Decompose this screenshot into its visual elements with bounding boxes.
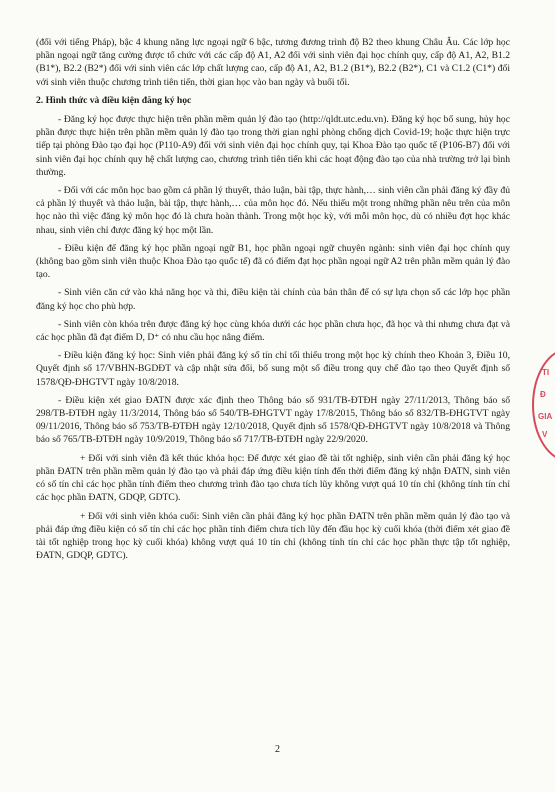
stamp-text-1: TI: [542, 368, 550, 377]
paragraph-final-year-students: + Đối với sinh viên khóa cuối: Sinh viên cần phải đăng ký học phần ĐATN trên phần mềm quản lý đào tạo và phải đáp ứng điều kiện có số tín chỉ các học phần tính điểm chưa tích lũy đến đầu học kỳ cuối khóa (thời điểm xét giao đề tài tốt nghiệp trong học kỳ cuối khóa) không vượt quá 10 tín chỉ (không tính tín chỉ các học phần thực tập tốt nghiệp, ĐATN, GDQP, GDTC).: [36, 510, 510, 562]
paragraph-continuation: (đối với tiếng Pháp), bậc 4 khung năng lực ngoại ngữ 6 bậc, tương đương trình độ B2 theo khung Châu Âu. Các lớp học phần ngoại ngữ tăng cường được tổ chức với các cấp độ A1, A2 đối với sinh viên đại học chính quy, cấp độ A1, A2, B1.2 (B1*), B2.2 (B2*) đối với sinh viên các lớp chất lượng cao, cấp độ A1, A2, B1.2 (B1*), B2.2 (B2*), C1 và C1.2 (C1*) đối với sinh viên thuộc chương trình tiên tiến, thời gian học vào ban ngày và buổi tối.: [36, 37, 510, 88]
section-heading: 2. Hình thức và điều kiện đăng ký học: [36, 94, 192, 106]
document-body: [36, 36, 510, 567]
paragraph-upper-cohort: - Sinh viên còn khóa trên được đăng ký học cùng khóa dưới các học phần chưa học, đã học và thi nhưng chưa đạt và các học phần đã đạt điểm D, D⁺ có nhu cầu học nâng điểm.: [36, 318, 510, 344]
paragraph-subject-components: - Đối với các môn học bao gồm cả phần lý thuyết, thảo luận, bài tập, thực hành,… sinh viên cần phải đăng ký đầy đủ cả phần lý thuyết và thảo luận, bài tập, thực hành,… của môn học đó. Nếu thiếu một trong những phần nêu trên của môn học nào thì việc đăng ký môn học đó là chưa hoàn thành. Trong một học kỳ, với mỗi môn học, dù có nhiều đợt học khác nhau, sinh viên chỉ được đăng ký học một lần.: [36, 185, 510, 236]
paragraph-registration-conditions: - Điều kiện đăng ký học: Sinh viên phải đăng ký số tín chỉ tối thiểu trong một học kỳ chính theo Khoản 3, Điều 10, Quyết định số 17/VBHN-BGDĐT và cập nhật sửa đổi, bổ sung một số điều trong quy chế đào tạo theo Quyết định số 1578/QĐ-ĐHGTVT ngày 10/8/2018.: [36, 350, 510, 388]
paragraph-financial: - Sinh viên căn cứ vào khả năng học và thi, điều kiện tài chính của bản thân để có sự lựa chọn số các lớp học phần đăng ký học cho phù hợp.: [36, 287, 510, 312]
stamp-text-4: V: [542, 430, 548, 439]
red-stamp: [532, 348, 555, 462]
stamp-text-2: Đ: [540, 390, 546, 399]
stamp-text-3: GIA: [538, 412, 553, 421]
page-number: 2: [275, 744, 280, 755]
paragraph-finished-students: + Đối với sinh viên đã kết thúc khóa học: Để được xét giao đề tài tốt nghiệp, sinh viên cần phải đăng ký học phần ĐATN trên phần mềm quản lý đào tạo và phải đáp ứng điều kiện tính đến thời điểm đăng ký nhận ĐATN, sinh viên có số tín chỉ các học phần tính điểm theo chương trình đào tạo chưa tích lũy không vượt quá 10 tín chỉ (không tính tín chỉ các học phần ĐATN, GDQP, GDTC).: [36, 452, 510, 504]
paragraph-registration: - Đăng ký học được thực hiện trên phần mềm quản lý đào tạo (http://qldt.utc.edu.vn). Đăng ký học bổ sung, hủy học phần được thực hiện trên phần mềm quản lý đào tạo trong thời gian nghỉ phòng chống dịch Covid-19; hoặc thực hiện trực tiếp tại phòng Đào tạo đại học (P110-A9) đối với sinh viên đại học chính quy, tại Khoa Đào tạo quốc tế (P106-B7) đối với sinh viên đại học chính quy hệ chất lượng cao, chương trình tiên tiến khi các hoạt động đào tạo của nhà trường trở lại bình thường.: [36, 114, 510, 178]
paragraph-foreign-language: - Điều kiện để đăng ký học phần ngoại ngữ B1, học phần ngoại ngữ chuyên ngành: sinh viên đại học chính quy (không bao gồm sinh viên thuộc Khoa Đào tạo quốc tế) đã có điểm đạt học phần ngoại ngữ A2 trên phần mềm quản lý đào tạo.: [36, 242, 510, 281]
paragraph-thesis-conditions: - Điều kiện xét giao ĐATN được xác định theo Thông báo số 931/TB-ĐTĐH ngày 27/11/2013, Thông báo số 298/TB-ĐTĐH ngày 11/3/2014, Thông báo số 540/TB-ĐHGTVT ngày 17/8/2015, Thông báo số 832/TB-ĐHGTVT ngày 09/11/2016, Thông báo số 753/TB-ĐTĐH ngày 12/10/2018, Quyết định số 1578/QĐ-ĐHGTVT ngày 10/8/2018 và Thông báo số 765/TB-ĐTĐH ngày 10/9/2019, Thông báo số 717/TB-ĐTĐH ngày 22/9/2020.: [36, 394, 510, 446]
